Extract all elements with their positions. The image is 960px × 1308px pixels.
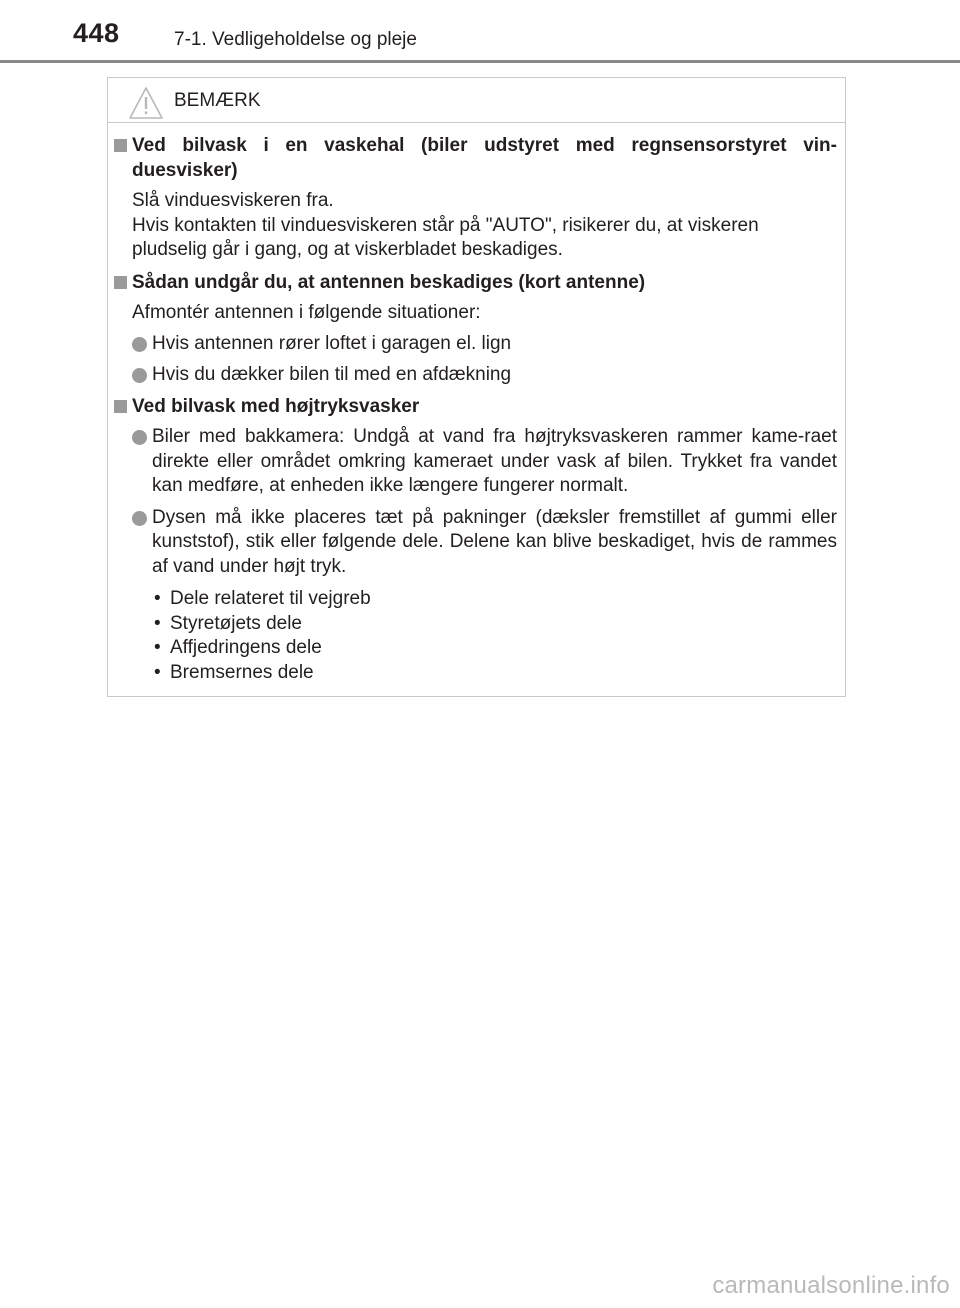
sub-list-item: • Dele relateret til vejgreb bbox=[154, 588, 371, 609]
sub-list-item: • Styretøjets dele bbox=[154, 612, 302, 634]
list-item: Hvis antennen rører loftet i garagen el. lign bbox=[108, 332, 845, 357]
paragraph: Hvis kontakten til vinduesviskeren står på "AUTO", risikerer du, at viskeren pludselig går i gang, og at viskerbladet beskadiges. bbox=[132, 214, 759, 260]
notice-box bbox=[107, 77, 846, 697]
list-item: Biler med bakkamera: Undgå at vand fra højtryksvaskeren rammer kame-raet direkte eller området omkring kameraet under vask af bilen. Trykket fra vandet kan medføre, at enheden ikke længere fungerer normalt. bbox=[108, 425, 845, 499]
paragraph: Afmontér antennen i følgende situationer: bbox=[132, 302, 481, 323]
list-item: Hvis du dækker bilen til med en afdækning bbox=[108, 363, 845, 388]
section-heading-pressure-washer: Ved bilvask med højtryksvasker bbox=[108, 395, 845, 420]
circle-bullet-icon bbox=[132, 368, 147, 383]
page-header bbox=[0, 0, 960, 62]
sub-list-item: • Affjedringens dele bbox=[154, 637, 322, 658]
section-heading-car-wash: Ved bilvask i en vaskehal (biler udstyret med regnsensorstyret vin-duesvisker) bbox=[108, 134, 845, 183]
notice-content bbox=[108, 134, 845, 685]
square-bullet-icon bbox=[114, 400, 127, 413]
list-item: Dysen må ikke placeres tæt på pakninger (dæksler fremstillet af gummi eller kunststof), stik eller følgende dele. Delene kan blive beskadiget, hvis de rammes af vand under højt tryk. bbox=[108, 506, 845, 580]
warning-triangle-icon bbox=[128, 86, 164, 120]
page-number: 448 bbox=[73, 18, 120, 48]
sub-list-item: • Bremsernes dele bbox=[154, 661, 314, 683]
paragraph: Slå vinduesviskeren fra. bbox=[132, 190, 334, 211]
circle-bullet-icon bbox=[132, 337, 147, 352]
watermark: carmanualsonline.info bbox=[712, 1272, 950, 1299]
circle-bullet-icon bbox=[132, 430, 147, 445]
section-heading-antenna: Sådan undgår du, at antennen beskadiges (kort antenne) bbox=[108, 271, 845, 296]
section-intro-antenna bbox=[108, 301, 845, 326]
square-bullet-icon bbox=[114, 139, 127, 152]
square-bullet-icon bbox=[114, 276, 127, 289]
sub-list bbox=[108, 587, 845, 685]
section-body-car-wash bbox=[108, 189, 845, 263]
chapter-title: 7-1. Vedligeholdelse og pleje bbox=[174, 29, 417, 50]
circle-bullet-icon bbox=[132, 511, 147, 526]
header-divider bbox=[0, 60, 960, 63]
notice-title: BEMÆRK bbox=[174, 90, 261, 111]
notice-divider bbox=[108, 122, 845, 123]
